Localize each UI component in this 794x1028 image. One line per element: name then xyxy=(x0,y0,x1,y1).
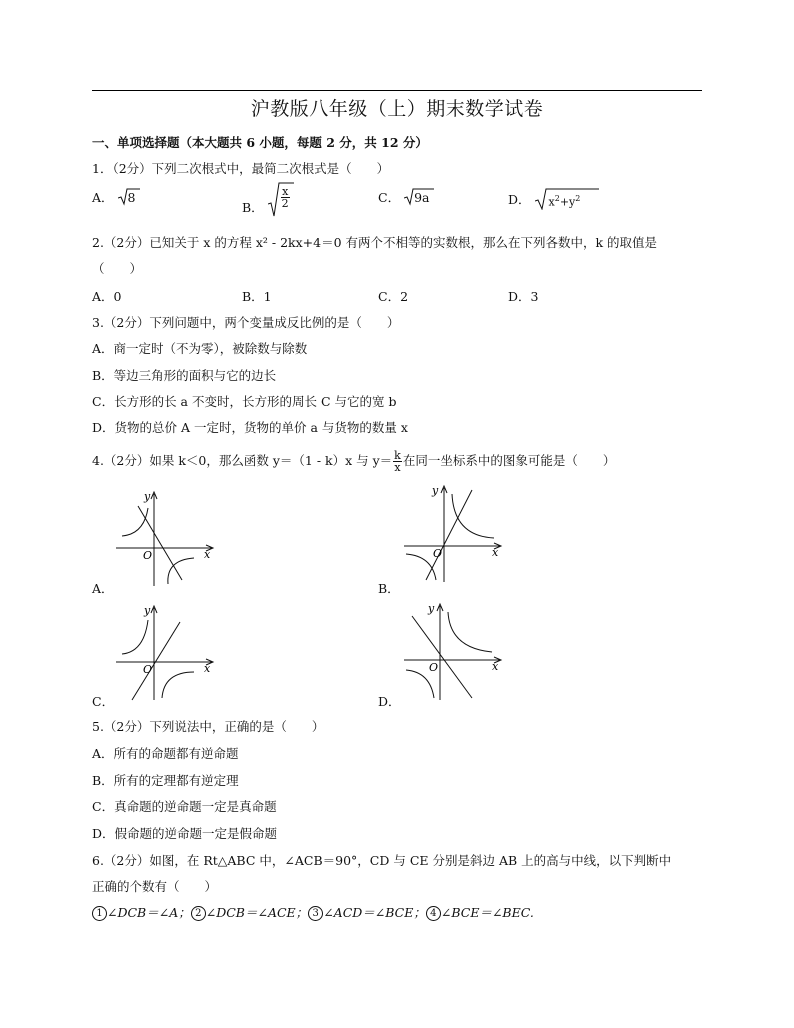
q4-fraction xyxy=(393,450,402,473)
q1-option-d[interactable] xyxy=(508,188,599,210)
question-4-stem xyxy=(92,450,615,473)
q2-option-b[interactable]: B．1 xyxy=(242,289,272,304)
q4-option-d[interactable]: D． xyxy=(378,694,401,709)
question-3-stem: 3.（2分）下列问题中，两个变量成反比例的是（ ） xyxy=(92,315,400,330)
q1-d-exp1: 2 xyxy=(554,194,560,203)
q1-option-d-radical xyxy=(535,188,599,210)
q3-option-a[interactable]: A．商一定时（不为零），被除数与除数 xyxy=(92,341,308,356)
hyperbola-branch xyxy=(122,620,148,654)
statement-4: ∠BCE＝∠BEC. xyxy=(440,905,534,920)
q2-option-c[interactable]: C．2 xyxy=(378,289,409,304)
x-axis-label: x xyxy=(204,662,211,675)
q4-stem-post: 在同一坐标系中的图象可能是（ ） xyxy=(402,453,616,468)
q1-d-plus: + xyxy=(559,195,570,209)
q1-b-numerator: x xyxy=(282,185,289,198)
x-axis-label: x xyxy=(204,548,211,561)
origin-label: O xyxy=(143,549,153,562)
q1-a-radicand: 8 xyxy=(127,190,136,205)
q1-b-fraction xyxy=(281,186,290,209)
hyperbola-branch xyxy=(122,508,148,536)
q3-option-c[interactable]: C．长方形的长 a 不变时，长方形的周长 C 与它的宽 b xyxy=(92,394,397,409)
q4-frac-den: x xyxy=(394,461,401,474)
header-rule xyxy=(92,90,702,91)
hyperbola-branch xyxy=(162,672,194,698)
x-axis-label: x xyxy=(492,546,499,559)
y-axis-label: y xyxy=(428,602,435,615)
statement-3: ∠ACD＝∠BCE； xyxy=(323,905,426,920)
question-1-stem: 1．（2分）下列二次根式中，最简二次根式是（ ） xyxy=(92,161,390,176)
q4-option-a[interactable]: A． xyxy=(92,581,114,596)
origin-label: O xyxy=(429,661,439,674)
y-axis-label: y xyxy=(144,490,151,503)
statement-number-2: 2 xyxy=(191,906,206,921)
y-axis-label: y xyxy=(144,604,151,617)
x-axis-label: x xyxy=(492,660,499,673)
statement-1: ∠DCB＝∠A； xyxy=(107,905,191,920)
question-2-stem-cont: （ ） xyxy=(92,261,143,276)
q6-statements xyxy=(92,903,534,921)
hyperbola-branch xyxy=(406,554,436,580)
q4-frac-num: k xyxy=(394,449,401,462)
q1-d-y: y xyxy=(569,195,576,209)
section-heading: 一、单项选择题（本大题共 6 小题，每题 2 分，共 12 分） xyxy=(92,135,428,150)
linear-graph xyxy=(132,622,180,700)
hyperbola-branch xyxy=(448,612,492,652)
origin-label: O xyxy=(433,547,443,560)
question-5-stem: 5.（2分）下列说法中，正确的是（ ） xyxy=(92,719,325,734)
linear-graph xyxy=(138,506,182,580)
q1-option-c-radical xyxy=(404,188,434,206)
question-6-stem: 6.（2分）如图，在 Rt△ABC 中，∠ACB＝90°，CD 与 CE 分别是斜边 AB 上的高与中线，以下判断中 xyxy=(92,853,672,868)
q1-option-b-radical xyxy=(268,182,294,218)
q1-option-a-label: A． xyxy=(92,190,114,205)
q5-option-a[interactable]: A．所有的命题都有逆命题 xyxy=(92,746,239,761)
statement-number-3: 3 xyxy=(308,906,323,921)
q4-graph-b xyxy=(398,480,508,586)
q4-option-b[interactable]: B． xyxy=(378,581,400,596)
q1-d-x: x xyxy=(548,195,555,209)
q5-option-c[interactable]: C．真命题的逆命题一定是真命题 xyxy=(92,799,277,814)
q4-stem-pre: 4.（2分）如果 k＜0，那么函数 y＝（1 - k）x 与 y＝ xyxy=(92,453,393,468)
q2-option-d[interactable]: D．3 xyxy=(508,289,539,304)
question-6-stem-cont: 正确的个数有（ ） xyxy=(92,879,218,894)
q3-option-b[interactable]: B．等边三角形的面积与它的边长 xyxy=(92,368,277,383)
q1-option-b-label: B． xyxy=(242,200,264,215)
hyperbola-branch xyxy=(406,670,434,698)
q1-option-b[interactable] xyxy=(242,182,294,221)
q4-graph-c xyxy=(110,600,220,704)
q1-option-c[interactable] xyxy=(378,188,434,206)
page-title: 沪教版八年级（上）期末数学试卷 xyxy=(250,98,544,120)
y-axis-label: y xyxy=(432,484,439,497)
q1-d-exp2: 2 xyxy=(575,194,581,203)
q1-option-d-label: D． xyxy=(508,192,531,207)
statement-number-4: 4 xyxy=(426,906,441,921)
q4-graph-d xyxy=(398,598,508,704)
q2-option-a[interactable]: A．0 xyxy=(92,289,122,304)
q1-option-a-radical xyxy=(118,188,140,206)
question-2-stem: 2.（2分）已知关于 x 的方程 x² - 2kx+4＝0 有两个不相等的实数根，那么在下列各数中，k 的取值是 xyxy=(92,235,658,250)
q5-option-b[interactable]: B．所有的定理都有逆定理 xyxy=(92,773,239,788)
q1-option-c-label: C． xyxy=(378,190,401,205)
origin-label: O xyxy=(143,663,153,676)
q3-option-d[interactable]: D．货物的总价 A 一定时，货物的单价 a 与货物的数量 x xyxy=(92,420,408,435)
q4-graph-a xyxy=(110,486,220,590)
statement-number-1: 1 xyxy=(92,906,107,921)
statement-2: ∠DCB＝∠ACE； xyxy=(205,905,309,920)
q1-b-denominator: 2 xyxy=(281,197,289,210)
q1-d-radicand xyxy=(549,194,581,209)
q1-c-radicand: 9a xyxy=(414,190,430,205)
linear-graph xyxy=(426,490,472,580)
q4-option-c[interactable]: C． xyxy=(92,694,115,709)
q1-option-a[interactable] xyxy=(92,188,140,206)
q5-option-d[interactable]: D．假命题的逆命题一定是假命题 xyxy=(92,826,278,841)
linear-graph xyxy=(412,616,472,698)
